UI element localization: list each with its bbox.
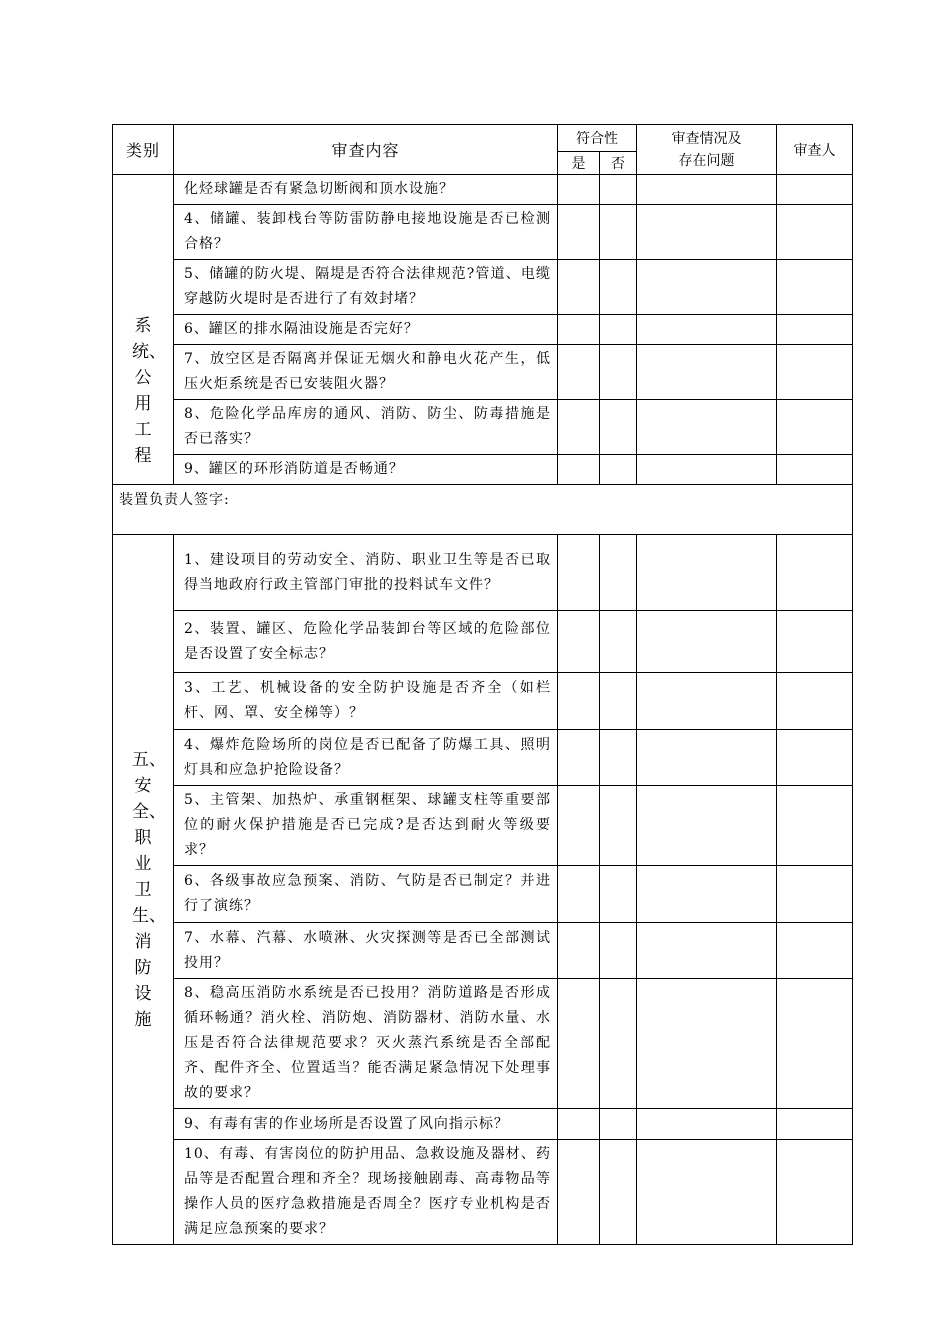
item-text: 10、有毒、有害岗位的防护用品、急救设施及器材、药品等是否配置合理和齐全？现场接触剧毒、高毒物品等操作人员的医疗急救措施是否周全？医疗专业机构是否满足应急预案的要求？ xyxy=(174,1140,558,1245)
findings-cell[interactable] xyxy=(637,923,777,979)
yes-cell[interactable] xyxy=(558,175,600,205)
auditor-cell[interactable] xyxy=(777,611,853,673)
no-cell[interactable] xyxy=(600,1140,637,1245)
findings-cell[interactable] xyxy=(637,979,777,1109)
yes-cell[interactable] xyxy=(558,205,600,260)
no-cell[interactable] xyxy=(600,345,637,400)
item-text: 6、各级事故应急预案、消防、气防是否已制定？并进行了演练？ xyxy=(174,866,558,923)
item-text: 5、主管架、加热炉、承重钢框架、球罐支柱等重要部位的耐火保护措施是否已完成?是否达到耐火等级要求？ xyxy=(174,786,558,866)
no-cell[interactable] xyxy=(600,979,637,1109)
yes-cell[interactable] xyxy=(558,923,600,979)
findings-cell[interactable] xyxy=(637,1140,777,1245)
auditor-cell[interactable] xyxy=(777,205,853,260)
item-text: 8、稳高压消防水系统是否已投用？消防道路是否形成循环畅通？消火栓、消防炮、消防器材、消防水量、水压是否符合法律规范要求？灭火蒸汽系统是否全部配齐、配件齐全、位置适当？能否满足紧急情况下处理事故的要求？ xyxy=(174,979,558,1109)
yes-cell[interactable] xyxy=(558,730,600,786)
auditor-cell[interactable] xyxy=(777,1140,853,1245)
findings-cell[interactable] xyxy=(637,315,777,345)
table-row xyxy=(113,1109,853,1140)
item-text: 7、放空区是否隔离并保证无烟火和静电火花产生，低压火炬系统是否已安装阻火器？ xyxy=(174,345,558,400)
findings-cell[interactable] xyxy=(637,730,777,786)
header-category: 类别 xyxy=(113,125,174,175)
table-row xyxy=(113,260,853,315)
table-row xyxy=(113,535,853,611)
table-row xyxy=(113,175,853,205)
no-cell[interactable] xyxy=(600,866,637,923)
header-conformity: 符合性 xyxy=(558,125,637,152)
header-findings-line2: 存在问题 xyxy=(678,152,735,169)
auditor-cell[interactable] xyxy=(777,730,853,786)
yes-cell[interactable] xyxy=(558,400,600,455)
no-cell[interactable] xyxy=(600,1109,637,1140)
no-cell[interactable] xyxy=(600,205,637,260)
signature-field[interactable]: 装置负责人签字: xyxy=(113,485,853,535)
no-cell[interactable] xyxy=(600,730,637,786)
findings-cell[interactable] xyxy=(637,535,777,611)
table-row xyxy=(113,455,853,485)
yes-cell[interactable] xyxy=(558,1109,600,1140)
table-row xyxy=(113,205,853,260)
section-system-category: 系统、公用工程 xyxy=(113,175,174,485)
table-row xyxy=(113,979,853,1109)
yes-cell[interactable] xyxy=(558,866,600,923)
section-safety-category: 五、安全、职业卫生、消防设施 xyxy=(113,535,174,1245)
header-findings xyxy=(637,125,777,175)
no-cell[interactable] xyxy=(600,315,637,345)
item-text: 7、水幕、汽幕、水喷淋、火灾探测等是否已全部测试投用？ xyxy=(174,923,558,979)
findings-cell[interactable] xyxy=(637,673,777,730)
no-cell[interactable] xyxy=(600,786,637,866)
item-text: 5、储罐的防火堤、隔堤是否符合法律规范?管道、电缆穿越防火堤时是否进行了有效封堵？ xyxy=(174,260,558,315)
no-cell[interactable] xyxy=(600,611,637,673)
item-text: 6、罐区的排水隔油设施是否完好？ xyxy=(174,315,558,345)
auditor-cell[interactable] xyxy=(777,1109,853,1140)
auditor-cell[interactable] xyxy=(777,315,853,345)
findings-cell[interactable] xyxy=(637,345,777,400)
item-text: 4、爆炸危险场所的岗位是否已配备了防爆工具、照明灯具和应急护抢险设备？ xyxy=(174,730,558,786)
table-row xyxy=(113,315,853,345)
audit-checklist-table xyxy=(112,124,853,1245)
table-row xyxy=(113,611,853,673)
yes-cell[interactable] xyxy=(558,345,600,400)
header-auditor: 审查人 xyxy=(777,125,853,175)
findings-cell[interactable] xyxy=(637,611,777,673)
item-text: 4、储罐、装卸栈台等防雷防静电接地设施是否已检测合格？ xyxy=(174,205,558,260)
findings-cell[interactable] xyxy=(637,1109,777,1140)
yes-cell[interactable] xyxy=(558,315,600,345)
yes-cell[interactable] xyxy=(558,611,600,673)
yes-cell[interactable] xyxy=(558,535,600,611)
item-text: 8、危险化学品库房的通风、消防、防尘、防毒措施是否已落实？ xyxy=(174,400,558,455)
auditor-cell[interactable] xyxy=(777,345,853,400)
auditor-cell[interactable] xyxy=(777,786,853,866)
no-cell[interactable] xyxy=(600,455,637,485)
table-row xyxy=(113,673,853,730)
header-row xyxy=(113,125,853,152)
yes-cell[interactable] xyxy=(558,786,600,866)
header-content: 审查内容 xyxy=(174,125,558,175)
no-cell[interactable] xyxy=(600,260,637,315)
table-row xyxy=(113,400,853,455)
auditor-cell[interactable] xyxy=(777,923,853,979)
findings-cell[interactable] xyxy=(637,175,777,205)
findings-cell[interactable] xyxy=(637,400,777,455)
header-findings-line1: 审查情况及 xyxy=(671,130,742,147)
auditor-cell[interactable] xyxy=(777,535,853,611)
no-cell[interactable] xyxy=(600,400,637,455)
findings-cell[interactable] xyxy=(637,260,777,315)
table-row xyxy=(113,1140,853,1245)
findings-cell[interactable] xyxy=(637,866,777,923)
table-row xyxy=(113,345,853,400)
item-text: 3、工艺、机械设备的安全防护设施是否齐全（如栏杆、网、罩、安全梯等）？ xyxy=(174,673,558,730)
yes-cell[interactable] xyxy=(558,455,600,485)
findings-cell[interactable] xyxy=(637,455,777,485)
yes-cell[interactable] xyxy=(558,979,600,1109)
header-no: 否 xyxy=(600,152,637,175)
item-text: 1、建设项目的劳动安全、消防、职业卫生等是否已取得当地政府行政主管部门审批的投料试车文件？ xyxy=(174,535,558,611)
auditor-cell[interactable] xyxy=(777,673,853,730)
findings-cell[interactable] xyxy=(637,786,777,866)
table-row xyxy=(113,730,853,786)
no-cell[interactable] xyxy=(600,923,637,979)
yes-cell[interactable] xyxy=(558,673,600,730)
no-cell[interactable] xyxy=(600,535,637,611)
signature-row xyxy=(113,485,853,535)
item-text: 9、罐区的环形消防道是否畅通？ xyxy=(174,455,558,485)
table-row xyxy=(113,866,853,923)
auditor-cell[interactable] xyxy=(777,175,853,205)
auditor-cell[interactable] xyxy=(777,979,853,1109)
auditor-cell[interactable] xyxy=(777,260,853,315)
header-yes: 是 xyxy=(558,152,600,175)
table-row xyxy=(113,786,853,866)
item-text: 化烃球罐是否有紧急切断阀和顶水设施？ xyxy=(174,175,558,205)
no-cell[interactable] xyxy=(600,175,637,205)
auditor-cell[interactable] xyxy=(777,866,853,923)
item-text: 2、装置、罐区、危险化学品装卸台等区域的危险部位是否设置了安全标志？ xyxy=(174,611,558,673)
auditor-cell[interactable] xyxy=(777,455,853,485)
no-cell[interactable] xyxy=(600,673,637,730)
auditor-cell[interactable] xyxy=(777,400,853,455)
yes-cell[interactable] xyxy=(558,1140,600,1245)
findings-cell[interactable] xyxy=(637,205,777,260)
item-text: 9、有毒有害的作业场所是否设置了风向指示标？ xyxy=(174,1109,558,1140)
yes-cell[interactable] xyxy=(558,260,600,315)
table-row xyxy=(113,923,853,979)
